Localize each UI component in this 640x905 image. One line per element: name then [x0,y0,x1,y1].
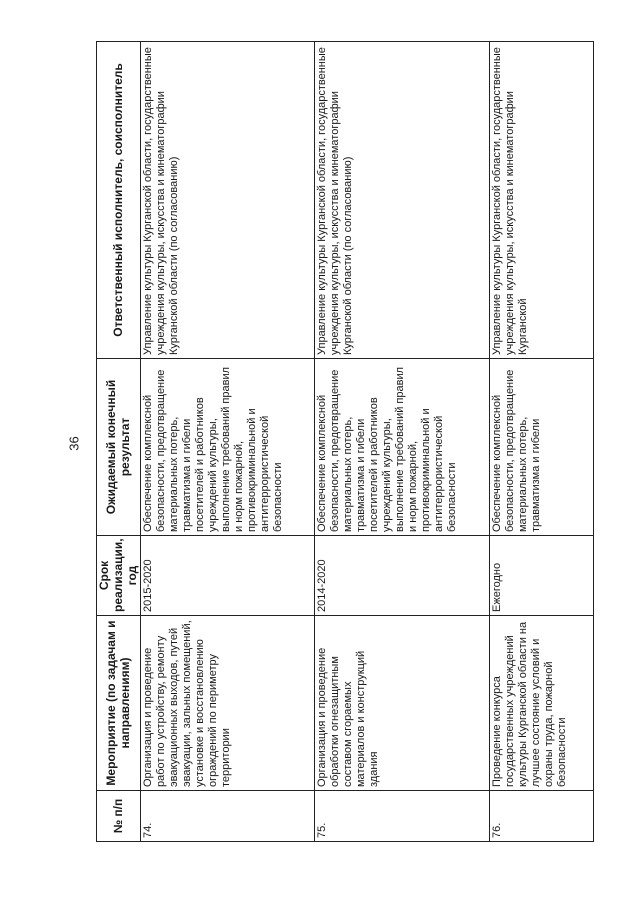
row-event: Проведение конкурса государственных учреждений культуры Курганской области на лучшее состояние условий и охраны труда, пожарной безопасности [490,616,594,791]
row-event: Организация и проведение работ по устройству, ремонту эвакуационных выходов, путей эвакуации, зальных помещений, установке и восстановлению ограждений по периметру территории [141,616,315,791]
row-term: 2015-2020 [141,536,315,616]
row-executor: Управление культуры Курганской области, государственные учреждения культуры, искусства и кинематографии Курганской области (по согласованию) [141,42,315,359]
row-result: Обеспечение комплексной безопасности, предотвращение материальных потерь, травматизма и гибели посетителей и работников учреждений культуры, выполнение требований правил и норм пожарной, противокриминальной и антитеррористической безопасности [315,359,490,536]
table-row [141,42,315,842]
header-result: Ожидаемый конечный результат [97,359,141,536]
row-event: Организация и проведение обработки огнезащитным составом сгораемых материалов и конструкций здания [315,616,490,791]
header-event: Мероприятие (по задачам и направлениям) [97,616,141,791]
table-row [315,42,490,842]
row-result: Обеспечение комплексной безопасности, предотвращение материальных потерь, травматизма и гибели [490,359,594,536]
row-term: Ежегодно [490,536,594,616]
row-num: 75. [315,791,490,842]
row-term: 2014-2020 [315,536,490,616]
page-number: 36 [66,436,82,451]
row-executor: Управление культуры Курганской области, государственные учреждения культуры, искусства и кинематографии Курганской [490,42,594,359]
header-executor: Ответственный исполнитель, соисполнитель [97,42,141,359]
row-num: 74. [141,791,315,842]
table-header-row [97,42,141,842]
row-num: 76. [490,791,594,842]
header-term: Срок реализации, год [97,536,141,616]
row-result: Обеспечение комплексной безопасности, предотвращение материальных потерь, травматизма и гибели посетителей и работников учреждений культуры, выполнение требований правил и норм пожарной, противокриминальной и антитеррористической безопасности [141,359,315,536]
row-executor: Управление культуры Курганской области, государственные учреждения культуры, искусства и кинематографии Курганской области (по согласованию) [315,42,490,359]
table-row [490,42,594,842]
header-num: № п/п [97,791,141,842]
events-table [96,41,594,842]
rotated-table-container [96,42,589,842]
